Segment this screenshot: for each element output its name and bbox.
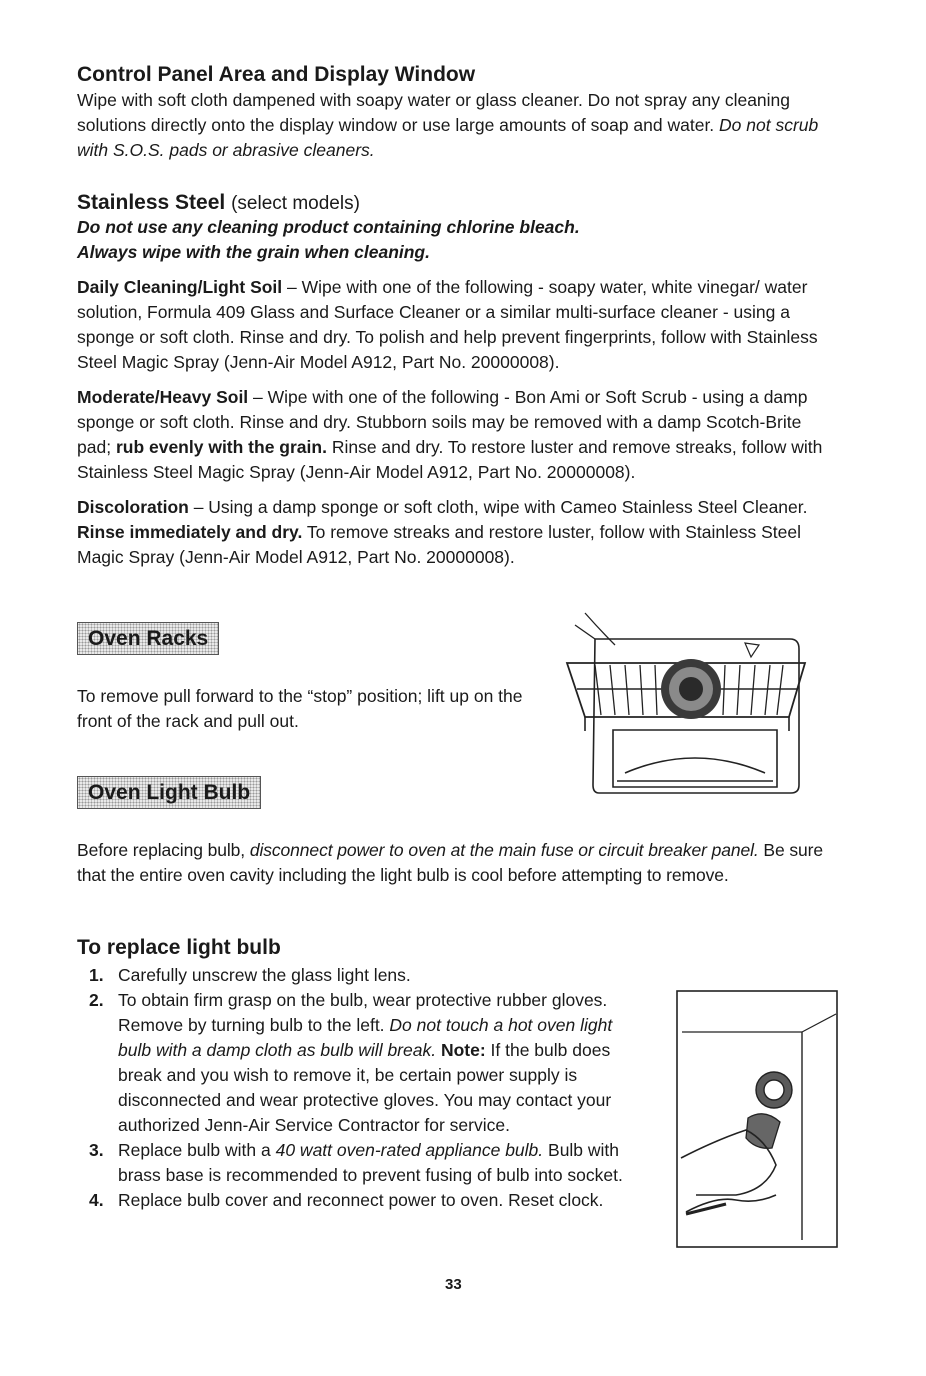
moderate-soil-paragraph <box>77 385 839 485</box>
moderate-soil-text-1: – Wipe with one of the following - Bon Ami or Soft Scrub - using a damp sponge or soft cloth. Rinse and dry. Stubborn soils may be removed with a damp Scotch-Brite pad; <box>77 387 808 457</box>
page-number: 33 <box>445 1276 462 1293</box>
oven-light-intro <box>77 838 839 888</box>
control-panel-text <box>77 88 839 163</box>
step-2-note-label: Note: <box>436 1040 486 1060</box>
replace-bulb-steps <box>77 963 647 1213</box>
oven-rack-illustration <box>555 605 815 805</box>
step-3-bulb-spec: 40 watt oven-rated appliance bulb. <box>275 1140 544 1160</box>
discoloration-label: Discoloration <box>77 497 189 517</box>
moderate-soil-text-2: Rinse and dry. To restore luster and remove streaks, follow with Stainless Steel Magic Spray (Jenn-Air Model A912, Part No. 20000008). <box>77 437 823 482</box>
oven-racks-text: To remove pull forward to the “stop” position; lift up on the front of the rack and pull out. <box>77 686 523 731</box>
replace-bulb-heading: To replace light bulb <box>77 936 281 959</box>
step-3-text: Replace bulb with a <box>118 1140 276 1160</box>
discoloration-text-2: To remove streaks and restore luster, follow with Stainless Steel Magic Spray (Jenn-Air Model A912, Part No. 20000008). <box>77 522 801 567</box>
oven-light-heading: Oven Light Bulb <box>77 776 261 809</box>
step-1-text: Carefully unscrew the glass light lens. <box>118 965 411 985</box>
stainless-section <box>77 215 839 570</box>
step-2-warning: Do not touch a hot oven light bulb with a damp cloth as bulb will break. <box>118 1015 613 1060</box>
step-4-number: 4. <box>89 1190 104 1210</box>
step-1 <box>77 963 647 988</box>
oven-light-intro-rest: Be sure that the entire oven cavity including the light bulb is cool before attempting to remove. <box>77 840 824 885</box>
light-bulb-hand-illustration <box>676 990 840 1250</box>
discoloration-emphasis: Rinse immediately and dry. <box>77 522 303 542</box>
step-3-text-2: Bulb with brass base is recommended to prevent fusing of bulb into socket. <box>118 1140 623 1185</box>
grain-warning: Always wipe with the grain when cleaning. <box>77 242 430 262</box>
oven-racks-heading: Oven Racks <box>77 622 219 655</box>
oven-light-intro-italic: disconnect power to oven at the main fuse or circuit breaker panel. <box>249 840 759 860</box>
moderate-soil-emphasis: rub evenly with the grain. <box>115 437 327 457</box>
step-2-number: 2. <box>89 990 104 1010</box>
bleach-warning: Do not use any cleaning product containing chlorine bleach. <box>77 217 580 237</box>
step-2-note-text: If the bulb does break and you wish to remove it, be certain power supply is disconnected and wear protective gloves. You may contact your authorized Jenn-Air Service Contractor for service. <box>118 1040 612 1135</box>
step-3 <box>77 1138 647 1188</box>
step-3-number: 3. <box>89 1140 104 1160</box>
stainless-heading <box>77 190 360 217</box>
control-panel-heading: Control Panel Area and Display Window <box>77 63 476 86</box>
daily-cleaning-paragraph <box>77 275 839 375</box>
step-4 <box>77 1188 647 1213</box>
oven-light-intro-plain: Before replacing bulb, <box>77 840 250 860</box>
step-2-text: To obtain firm grasp on the bulb, wear protective rubber gloves. Remove by turning bulb to the left. <box>118 990 608 1035</box>
step-1-number: 1. <box>89 965 104 985</box>
control-panel-warning: Do not scrub with S.O.S. pads or abrasive cleaners. <box>77 115 819 160</box>
discoloration-paragraph <box>77 495 839 570</box>
step-2 <box>77 988 647 1138</box>
control-panel-body: Wipe with soft cloth dampened with soapy water or glass cleaner. Do not spray any cleaning solutions directly onto the display window or use large amounts of soap and water. <box>77 90 791 135</box>
daily-cleaning-text: – Wipe with one of the following - soapy water, white vinegar/ water solution, Formula 409 Glass and Surface Cleaner or a similar multi-surface cleaner - using a sponge or soft cloth. Rinse and dry. To polish and help prevent fingerprints, follow with Stainless Steel Magic Spray (Jenn-Air Model A912, Part No. 20000008). <box>77 277 818 372</box>
stainless-title-note: (select models) <box>231 193 360 214</box>
stainless-title: Stainless Steel <box>77 191 226 214</box>
step-4-text: Replace bulb cover and reconnect power to oven. Reset clock. <box>118 1190 604 1210</box>
discoloration-text-1: – Using a damp sponge or soft cloth, wipe with Cameo Stainless Steel Cleaner. <box>188 497 808 517</box>
daily-cleaning-label: Daily Cleaning/Light Soil <box>77 277 283 297</box>
moderate-soil-label: Moderate/Heavy Soil <box>77 387 249 407</box>
